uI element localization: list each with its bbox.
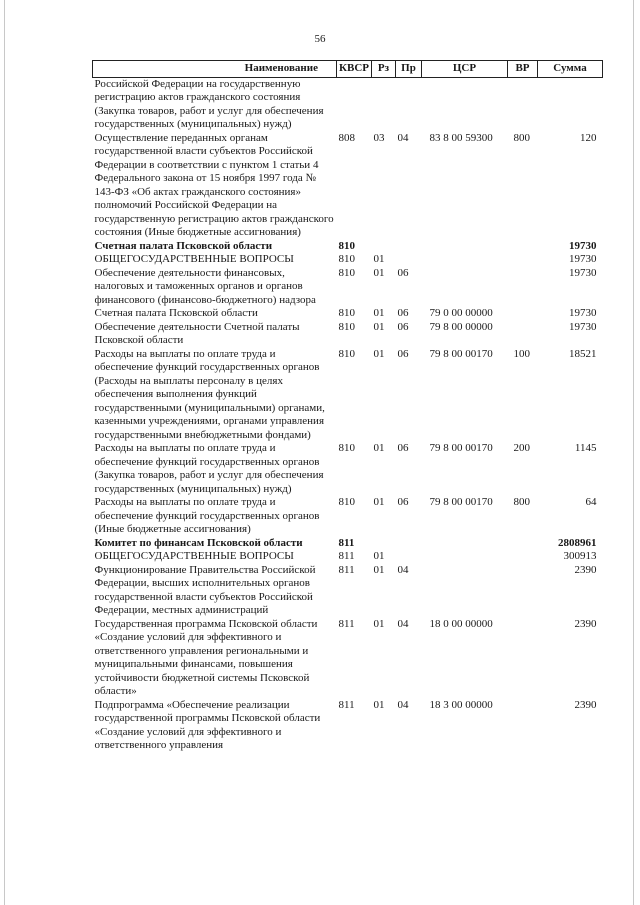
table-row — [93, 564, 603, 618]
header-csr: ЦСР — [422, 61, 508, 78]
cell-pr — [396, 77, 422, 132]
cell-csr — [422, 253, 508, 267]
table-row — [93, 321, 603, 348]
cell-rz: 01 — [373, 617, 385, 630]
cell-vr — [508, 321, 538, 348]
cell-vr — [508, 77, 538, 132]
cell-rz: 01 — [373, 307, 385, 319]
table-row — [93, 442, 603, 496]
cell-kvsr: 811 — [338, 536, 355, 549]
cell-pr — [396, 550, 422, 564]
header-kvsr: КВСР — [337, 61, 372, 78]
cell-name: Российской Федерации на государственную регистрацию актов гражданского состояния (Закупка товаров, работ и услуг для обеспечения государственных (муниципальных) нужд) — [94, 77, 324, 130]
cell-csr: 83 8 00 59300 — [429, 131, 493, 144]
table-row — [93, 307, 603, 321]
cell-kvsr: 810 — [338, 347, 355, 360]
cell-rz: 01 — [373, 496, 385, 508]
table-row — [93, 618, 603, 699]
cell-sum: 120 — [580, 131, 597, 144]
cell-name: Расходы на выплаты по оплате труда и обеспечение функций государственных органов (Расходы на выплаты персоналу в целях обеспечения выполнения функций государственными (муниципальными) органами, казенными учреждениями, органами управления государственными внебюджетными фондами) — [94, 347, 325, 441]
table-header-row — [93, 61, 603, 78]
header-pr: Пр — [396, 61, 422, 78]
cell-kvsr: 810 — [338, 253, 355, 265]
cell-sum: 19730 — [569, 266, 597, 279]
page-number: 56 — [314, 33, 326, 45]
cell-csr — [422, 564, 508, 618]
cell-pr: 04 — [397, 698, 409, 711]
cell-vr — [508, 307, 538, 321]
cell-csr — [422, 550, 508, 564]
cell-name: Функционирование Правительства Российской Федерации, высших исполнительных органов государственной власти субъектов Российской Федерации, местных администраций — [94, 563, 316, 616]
cell-rz: 01 — [373, 698, 385, 711]
cell-name: Осуществление переданных органам государственной власти субъектов Российской Федерации в соответствии с пунктом 1 статьи 4 Федерального закона от 15 ноября 1997 года № 143-ФЗ «Об актах гражданского состояния» полномочий Российской Федерации на государственную регистрацию актов гражданского состояния (Иные бюджетные ассигнования) — [94, 131, 334, 238]
cell-vr: 200 — [513, 442, 530, 454]
table-row — [93, 267, 603, 308]
cell-sum: 2390 — [574, 698, 597, 711]
cell-csr — [422, 537, 508, 551]
cell-vr — [508, 537, 538, 551]
table-row — [93, 132, 603, 240]
cell-vr — [508, 267, 538, 308]
table-row — [93, 240, 603, 254]
page-edge-left — [4, 0, 5, 905]
cell-pr: 04 — [397, 617, 409, 630]
cell-rz: 01 — [373, 442, 385, 454]
cell-pr — [396, 253, 422, 267]
table-row — [93, 253, 603, 267]
cell-pr — [396, 537, 422, 551]
cell-sum: 1145 — [574, 442, 597, 454]
cell-rz: 01 — [373, 550, 385, 562]
cell-csr: 79 0 00 00000 — [429, 307, 493, 319]
cell-csr: 18 0 00 00000 — [429, 617, 493, 630]
cell-pr: 06 — [397, 307, 409, 319]
cell-name: Расходы на выплаты по оплате труда и обеспечение функций государственных органов (Закупка товаров, работ и услуг для обеспечения государственных (муниципальных) нужд) — [94, 442, 324, 495]
page-edge-right — [633, 0, 634, 905]
cell-csr: 79 8 00 00170 — [429, 347, 493, 360]
cell-csr — [422, 267, 508, 308]
table-row — [93, 496, 603, 537]
cell-name: Подпрограмма «Обеспечение реализации государственной программы Псковской области «Создание условий для эффективного и ответственного управления — [94, 698, 321, 751]
cell-name: Обеспечение деятельности финансовых, налоговых и таможенных органов и органов финансового (финансово-бюджетного) надзора — [94, 266, 316, 306]
cell-pr: 06 — [397, 266, 409, 279]
cell-kvsr: 810 — [338, 307, 355, 319]
table-row — [93, 699, 603, 753]
cell-name: Комитет по финансам Псковской области — [94, 536, 303, 549]
cell-kvsr: 811 — [338, 698, 355, 711]
cell-kvsr: 810 — [338, 239, 355, 252]
cell-rz — [372, 240, 396, 254]
cell-name: Счетная палата Псковской области — [94, 307, 258, 319]
cell-sum: 19730 — [569, 253, 597, 265]
header-name: Наименование — [93, 61, 337, 78]
cell-rz: 01 — [373, 253, 385, 265]
cell-pr: 06 — [397, 347, 409, 360]
table-body — [93, 77, 603, 753]
cell-name: ОБЩЕГОСУДАРСТВЕННЫЕ ВОПРОСЫ — [94, 253, 294, 265]
budget-table — [92, 60, 603, 753]
cell-csr — [422, 77, 508, 132]
cell-pr: 06 — [397, 442, 409, 454]
cell-csr: 79 8 00 00000 — [429, 320, 493, 333]
cell-kvsr: 810 — [338, 442, 355, 454]
cell-sum: 19730 — [569, 307, 597, 319]
cell-vr — [508, 550, 538, 564]
cell-sum: 300913 — [563, 550, 597, 562]
cell-csr: 18 3 00 00000 — [429, 698, 493, 711]
cell-csr — [422, 240, 508, 254]
cell-rz — [372, 537, 396, 551]
cell-vr — [508, 618, 538, 699]
cell-sum: 64 — [585, 496, 597, 508]
cell-vr: 800 — [513, 131, 530, 144]
cell-name: Расходы на выплаты по оплате труда и обеспечение функций государственных органов (Иные бюджетные ассигнования) — [94, 496, 320, 535]
cell-name: Обеспечение деятельности Счетной палаты Псковской области — [94, 320, 300, 346]
cell-sum: 19730 — [569, 239, 597, 252]
cell-sum: 18521 — [569, 347, 597, 360]
cell-kvsr: 810 — [338, 496, 355, 508]
cell-kvsr: 810 — [338, 320, 355, 333]
cell-kvsr — [337, 77, 372, 132]
cell-csr: 79 8 00 00170 — [429, 496, 493, 508]
cell-pr: 06 — [397, 320, 409, 333]
cell-rz: 01 — [373, 563, 385, 576]
cell-vr: 800 — [513, 496, 530, 508]
header-sum: Сумма — [538, 61, 603, 78]
cell-kvsr: 811 — [338, 550, 355, 562]
cell-vr — [508, 564, 538, 618]
cell-rz: 01 — [373, 266, 385, 279]
cell-pr — [396, 240, 422, 254]
cell-kvsr: 808 — [338, 131, 355, 144]
cell-sum — [538, 77, 603, 132]
cell-sum: 2390 — [574, 617, 597, 630]
cell-vr — [508, 253, 538, 267]
cell-sum: 19730 — [569, 320, 597, 333]
cell-kvsr: 810 — [338, 266, 355, 279]
cell-rz: 03 — [373, 131, 385, 144]
cell-name: Государственная программа Псковской области «Создание условий для эффективного и ответственного управления региональными и муниципальными финансами, повышения устойчивости бюджетной системы Псковской области» — [94, 617, 318, 697]
table-row — [93, 550, 603, 564]
table-row — [93, 537, 603, 551]
header-rz: Рз — [372, 61, 396, 78]
cell-kvsr: 811 — [338, 563, 355, 576]
header-vr: ВР — [508, 61, 538, 78]
cell-pr: 04 — [397, 563, 409, 576]
cell-kvsr: 811 — [338, 617, 355, 630]
table-row — [93, 348, 603, 443]
cell-vr — [508, 240, 538, 254]
table-row — [93, 77, 603, 132]
cell-rz: 01 — [373, 320, 385, 333]
cell-vr — [508, 699, 538, 753]
cell-vr: 100 — [513, 347, 530, 360]
cell-rz — [372, 77, 396, 132]
cell-sum: 2390 — [574, 563, 597, 576]
cell-name: Счетная палата Псковской области — [94, 239, 273, 252]
cell-csr: 79 8 00 00170 — [429, 442, 493, 454]
cell-sum: 2808961 — [558, 536, 597, 549]
cell-pr: 06 — [397, 496, 409, 508]
cell-rz: 01 — [373, 347, 385, 360]
cell-pr: 04 — [397, 131, 409, 144]
cell-name: ОБЩЕГОСУДАРСТВЕННЫЕ ВОПРОСЫ — [94, 550, 294, 562]
